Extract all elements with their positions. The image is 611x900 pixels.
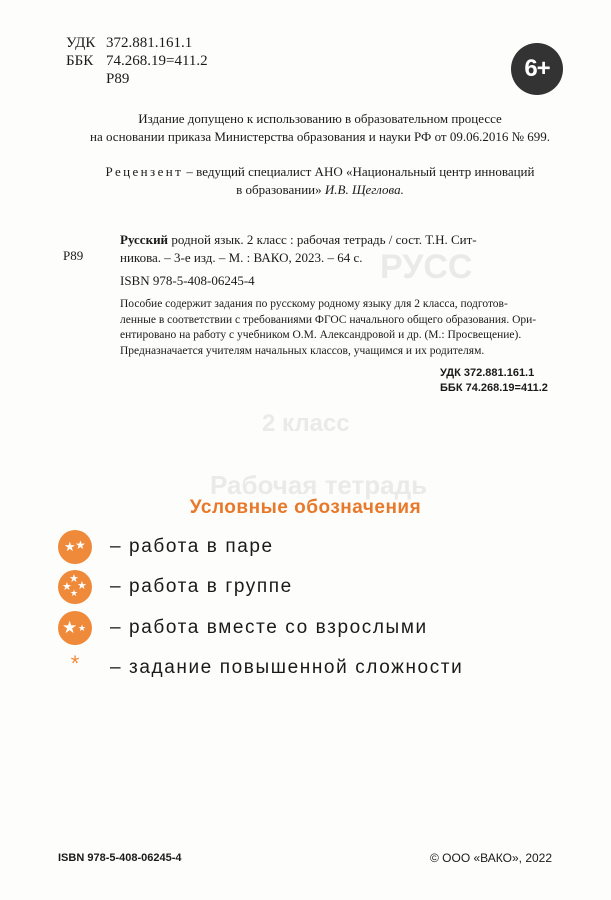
legend-text-pair: – работа в паре bbox=[110, 536, 274, 557]
approval-line-1: Издание допущено к использованию в образовательном процессе bbox=[138, 111, 502, 126]
annotation-line-3: ентировано на работу с учебником О.М. Александровой и др. (М.: Просвещение). bbox=[120, 329, 522, 341]
catalog-codes-right bbox=[440, 366, 562, 396]
biblio-line-1 bbox=[120, 231, 560, 249]
annotation bbox=[120, 297, 560, 359]
reviewer-line-1 bbox=[40, 163, 600, 181]
bbk-value: 74.268.19=411.2 bbox=[106, 53, 208, 69]
legend-text-asterisk: – задание повышенной сложности bbox=[110, 657, 464, 678]
adult-work-icon: ★ ★ bbox=[58, 611, 92, 645]
bbk-right: ББК 74.268.19=411.2 bbox=[440, 382, 548, 394]
bbk-label: ББК bbox=[66, 53, 94, 69]
age-rating-badge: 6+ bbox=[511, 43, 563, 95]
approval-note bbox=[40, 110, 600, 146]
legend-text-adult: – работа вместе со взрослыми bbox=[110, 617, 428, 638]
asterisk-icon: * bbox=[70, 651, 80, 676]
annotation-line-1: Пособие содержит задания по русскому родному языку для 2 класса, подготов- bbox=[120, 298, 508, 310]
reviewer-line-2-text: в образовании» bbox=[236, 182, 322, 197]
annotation-line-2: ленные в соответствии с требованиями ФГОС начального общего образования. Ори- bbox=[120, 313, 537, 326]
author-mark-side: Р89 bbox=[63, 248, 84, 263]
catalog-codes-top bbox=[66, 34, 208, 88]
show-through-grade: 2 класс bbox=[262, 410, 350, 437]
approval-line-2: на основании приказа Министерства образования и науки РФ от 09.06.2016 № 699. bbox=[90, 129, 550, 144]
show-through-title: РУСС bbox=[380, 248, 473, 286]
annotation-line-4: Предназначается учителям начальных классов, учащимся и их родителям. bbox=[120, 344, 485, 357]
group-work-icon: ★ ★ ★ ★ bbox=[58, 570, 92, 604]
biblio-line-2: никова. – 3-е изд. – М. : ВАКО, 2023. – 64 с. bbox=[120, 250, 363, 265]
footer-copyright: © ООО «ВАКО», 2022 bbox=[430, 851, 553, 865]
reviewer-line-1-rest: – ведущий специалист АНО «Национальный центр инноваций bbox=[183, 164, 535, 179]
reviewer-line-2 bbox=[40, 181, 600, 199]
footer-isbn: ISBN 978-5-408-06245-4 bbox=[58, 852, 182, 864]
legend-item-adult bbox=[58, 611, 428, 645]
biblio-title-bold: Русский bbox=[120, 232, 169, 247]
legend-text-group: – работа в группе bbox=[110, 576, 293, 597]
legend-item-pair bbox=[58, 530, 274, 564]
reviewer-label: Рецензент bbox=[105, 164, 184, 179]
legend-item-asterisk bbox=[58, 651, 463, 685]
udk-right: УДК 372.881.161.1 bbox=[440, 367, 535, 379]
show-through-subtitle: Рабочая тетрадь bbox=[210, 470, 428, 500]
pair-work-icon: ★ ★ bbox=[58, 530, 92, 564]
reviewer-note bbox=[40, 163, 600, 199]
udk-value: 372.881.161.1 bbox=[106, 35, 193, 51]
bbk-line bbox=[66, 52, 208, 70]
legend-item-group bbox=[58, 570, 293, 604]
reviewer-name: И.В. Щеглова. bbox=[324, 182, 404, 197]
isbn-main: ISBN 978-5-408-06245-4 bbox=[120, 273, 255, 288]
udk-line bbox=[66, 34, 208, 52]
udk-label: УДК bbox=[66, 35, 96, 51]
bibliographic-record bbox=[120, 231, 560, 267]
biblio-line-1-rest: родной язык. 2 класс : рабочая тетрадь / сост. Т.Н. Сит- bbox=[168, 232, 477, 247]
legend-title: Условные обозначения bbox=[189, 497, 422, 518]
author-mark-top: Р89 bbox=[106, 71, 130, 87]
